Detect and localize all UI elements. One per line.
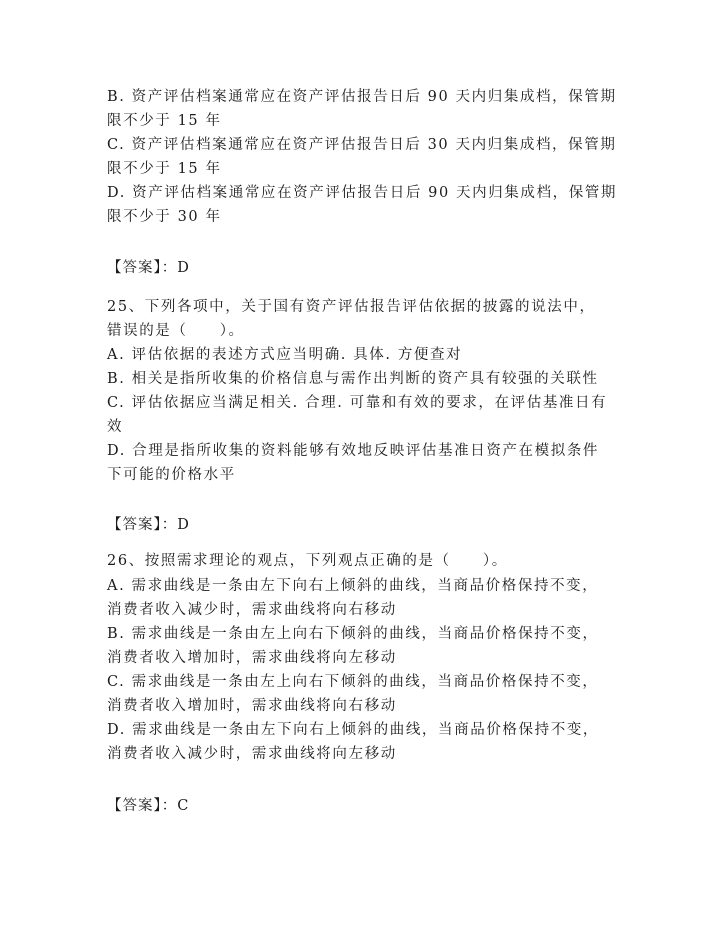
q24-option-d-line1: D. 资产评估档案通常应在资产评估报告日后 90 天内归集成档，保管期 [107,185,617,201]
q26-option-a-line2: 消费者收入减少时，需求曲线将向右移动 [107,602,397,618]
q26-option-b-line2: 消费者收入增加时，需求曲线将向左移动 [107,650,397,666]
q26-stem: 26、按照需求理论的观点，下列观点正确的是（ ）。 [107,553,508,569]
q25-answer: 【答案】：D [107,517,190,533]
q25-option-c-line1: C. 评估依据应当满足相关. 合理. 可靠和有效的要求，在评估基准日有 [107,395,608,411]
q26-option-d-line1: D. 需求曲线是一条由左下向右上倾斜的曲线，当商品价格保持不变， [107,722,600,738]
q26-answer: 【答案】：C [107,798,190,814]
q24-option-d-line2: 限不少于 30 年 [107,209,222,225]
q26-option-c-line1: C. 需求曲线是一条由左上向右下倾斜的曲线，当商品价格保持不变， [107,674,599,690]
q24-option-c-line1: C. 资产评估档案通常应在资产评估报告日后 30 天内归集成档，保管期 [107,137,617,153]
q24-answer: 【答案】：D [107,260,190,276]
q26-option-d-line2: 消费者收入减少时，需求曲线将向左移动 [107,746,397,762]
q24-option-b-line1: B. 资产评估档案通常应在资产评估报告日后 90 天内归集成档，保管期 [107,89,617,105]
q25-option-a: A. 评估依据的表述方式应当明确. 具体. 方便查对 [107,347,463,363]
q25-option-d-line1: D. 合理是指所收集的资料能够有效地反映评估基准日资产在模拟条件 [107,443,600,459]
q24-option-c-line2: 限不少于 15 年 [107,161,222,177]
q25-stem-line2: 错误的是（ ）。 [107,323,245,339]
q25-option-c-line2: 效 [107,419,124,435]
q25-stem-line1: 25、下列各项中，关于国有资产评估报告评估依据的披露的说法中， [107,299,596,315]
q25-option-b: B. 相关是指所收集的价格信息与需作出判断的资产具有较强的关联性 [107,371,599,387]
q26-option-a-line1: A. 需求曲线是一条由左下向右上倾斜的曲线，当商品价格保持不变， [107,578,599,594]
q26-option-b-line1: B. 需求曲线是一条由左上向右下倾斜的曲线，当商品价格保持不变， [107,626,599,642]
q26-option-c-line2: 消费者收入增加时，需求曲线将向右移动 [107,698,397,714]
q24-option-b-line2: 限不少于 15 年 [107,113,222,129]
q25-option-d-line2: 下可能的价格水平 [107,467,236,483]
